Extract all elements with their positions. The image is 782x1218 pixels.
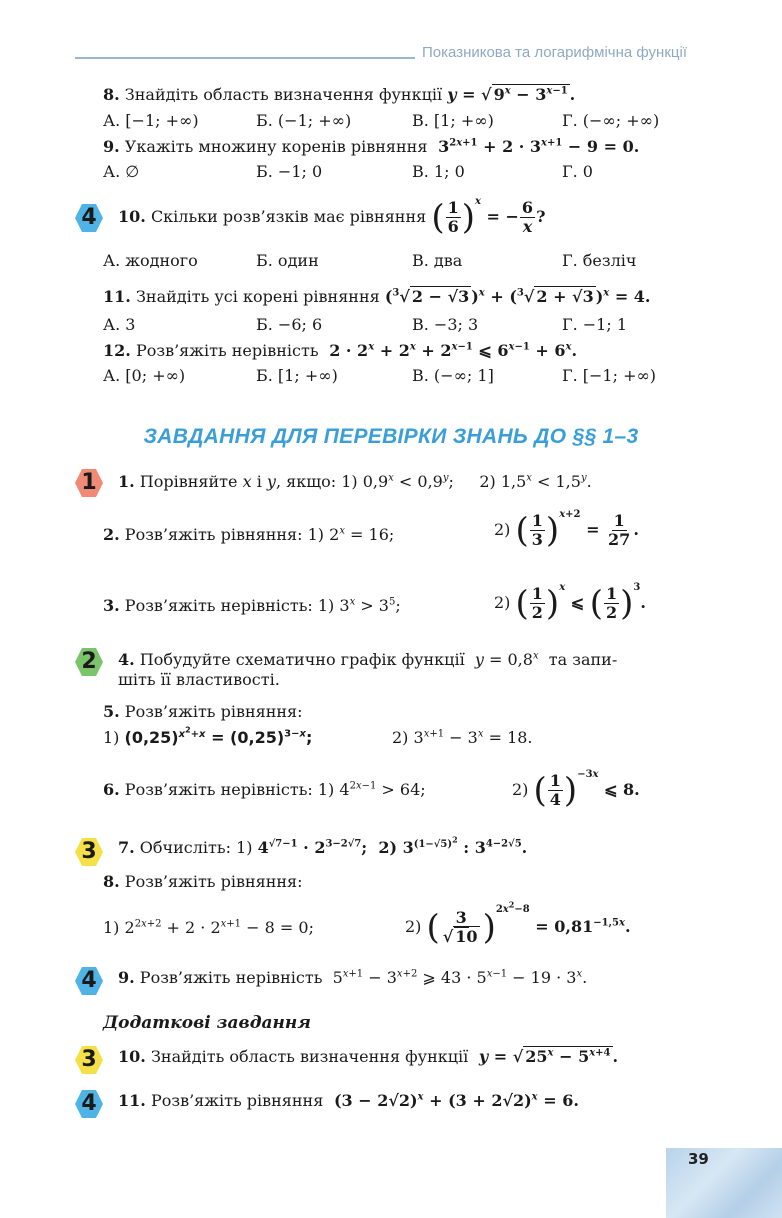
header-rule: [75, 57, 415, 59]
question-10: [118, 195, 545, 239]
q10-option-d: Г. безліч: [562, 251, 637, 270]
task-6: 6. Розв’яжіть нерівність: 1) $4^{2x-1} > 64$;: [103, 780, 426, 799]
t6-eq1: > 64;: [376, 780, 426, 799]
q10-formula: ( $\frac{1}{6}$ )$^x$ = − $\frac{6}{x}$ ?: [431, 196, 546, 238]
t9-number: 9.: [118, 968, 135, 987]
t7-text: Обчисліть: 1): [139, 838, 253, 857]
task-9: 9. Розв’яжіть нерівність $5^{x+1} - 3^{x+2}$ ⩾ $43 \cdot 5^{x-1} - 19 \cdot 3^x$.: [118, 968, 588, 987]
q9-text: Укажіть множину коренів рівняння: [124, 137, 428, 156]
t3-part2: 2) ( $\frac{1}{2}$ )$^x$ ⩽ ( $\frac{1}{2}$ )$^3$.: [494, 582, 646, 624]
t1-number: 1.: [118, 472, 135, 491]
level-1-badge: 1: [75, 469, 103, 497]
t5-number: 5.: [103, 702, 120, 721]
q8-option-a: А. [−1; +∞): [103, 111, 199, 130]
t6-part2: 2) ( $\frac{1}{4}$ )$^{-3x}$ ⩽ 8.: [512, 769, 640, 811]
q11-formula: ($^3$√ 2 − √3 )$^x$ + ($^3$√ 2 + √3 )$^x$ = 4.: [384, 287, 651, 306]
extra-tasks-title: Додаткові завдання: [103, 1013, 311, 1033]
q9-option-d: Г. 0: [562, 162, 593, 181]
q11-text: Знайдіть усі корені рівняння: [135, 287, 380, 306]
t6-part2-label: 2): [512, 780, 529, 799]
t9-text: Розв’яжіть нерівність: [139, 968, 323, 987]
level-3-badge: 3: [75, 1046, 103, 1074]
question-11: [103, 287, 651, 307]
question-9: [103, 137, 639, 157]
q10-text: Скільки розв’язків має рівняння: [150, 207, 427, 226]
t7-number: 7.: [118, 838, 135, 857]
q12-formula: $2 \cdot 2^x + 2^x + 2^{x-1}$ ⩽ $6^{x-1} + 6^x$.: [323, 341, 578, 360]
t10-number: 10.: [118, 1047, 146, 1066]
t5-text: Розв’яжіть рівняння:: [124, 702, 303, 721]
t3-text: Розв’яжіть нерівність: 1) 3: [124, 596, 350, 615]
level-4-badge: 4: [75, 967, 103, 995]
t1-part2: 2) 1,5: [479, 472, 527, 491]
t5-part1: 1): [103, 728, 120, 747]
t3-part2-label: 2): [494, 593, 511, 612]
task-11: 11. Розв’яжіть рівняння $(3 - 2√2)^x + (3 + 2√2)^x = 6$.: [118, 1091, 579, 1110]
q8-option-b: Б. (−1; +∞): [256, 111, 352, 130]
level-2-badge: 2: [75, 648, 103, 676]
q11-option-b: Б. −6; 6: [256, 315, 323, 334]
t8-text: Розв’яжіть рівняння:: [124, 872, 303, 891]
t5-equations: 1) $(0,25)^{x^2+x} = (0,25)^{3-x}$;: [103, 725, 313, 747]
question-8: [103, 85, 575, 105]
q9-option-c: В. 1; 0: [412, 162, 465, 181]
q8-text: Знайдіть область визначення функції: [124, 85, 443, 104]
q12-option-d: Г. [−1; +∞): [562, 366, 657, 385]
q11-option-d: Г. −1; 1: [562, 315, 628, 334]
t8-part2: 2) ( $\frac{3}{√ 10}$ )$^{2x^2-8} = 0,81^{-1,5x}$.: [405, 899, 631, 948]
task-2: 2. Розв’яжіть рівняння: 1) $2^x = 16$;: [103, 525, 395, 544]
t6-number: 6.: [103, 780, 120, 799]
t4-text2: та запи-: [548, 650, 618, 669]
task-8: [103, 872, 303, 892]
t1-rest: якщо: 1) 0,9: [286, 472, 389, 491]
page-corner-decoration: [666, 1148, 782, 1218]
q8-option-d: Г. (−∞; +∞): [562, 111, 660, 130]
level-4-badge: 4: [75, 1090, 103, 1118]
q8-number: 8.: [103, 85, 120, 104]
q9-option-a: А. ∅: [103, 162, 140, 181]
q10-option-b: Б. один: [256, 251, 319, 270]
t2-part2: 2) ( $\frac{1}{3}$ )$^{x+2}$ = $\frac{1}{27}$ .: [494, 509, 639, 551]
t8-part1: 1) $2^{2x+2} + 2 \cdot 2^{x+1} - 8 = 0$;: [103, 918, 314, 937]
q10-number: 10.: [118, 207, 146, 226]
q12-text: Розв’яжіть нерівність: [135, 341, 319, 360]
t3-number: 3.: [103, 596, 120, 615]
question-12: [103, 341, 577, 361]
section-title: ЗАВДАННЯ ДЛЯ ПЕРЕВІРКИ ЗНАНЬ ДО §§ 1–3: [143, 425, 639, 448]
level-3-badge: 3: [75, 838, 103, 866]
t5-part2: 2) $3^{x+1} - 3^x = 18$.: [392, 728, 533, 747]
task-5: [103, 702, 303, 722]
q12-option-a: А. [0; +∞): [103, 366, 186, 385]
q10-option-c: В. два: [412, 251, 463, 270]
task-7: 7. Обчисліть: 1) $4^{√7-1} \cdot 2^{3-2√7}$; 2) $3^{(1-√5)^2}$ : $3^{4-2√5}$.: [118, 834, 528, 857]
task-3: 3. Розв’яжіть нерівність: 1) $3^x > 3^5$;: [103, 596, 401, 615]
page-number: 39: [688, 1150, 709, 1168]
q9-number: 9.: [103, 137, 120, 156]
q12-number: 12.: [103, 341, 131, 360]
t2-text: Розв’яжіть рівняння: 1) 2: [124, 525, 340, 544]
task-1: 1. Порівняйте x і y, якщо: 1) $0,9^x < 0,9^y$; 2) $1,5^x < 1,5^y$.: [118, 472, 592, 491]
q8-formula: y = √ $9^x - 3^{x-1}$ .: [447, 85, 576, 104]
t5-eq2: = 18.: [483, 728, 533, 747]
t8-part1-label: 1) 2: [103, 918, 135, 937]
t2-part2-label: 2): [494, 520, 511, 539]
t5-part2-label: 2) 3: [392, 728, 424, 747]
q10-option-a: А. жодного: [103, 251, 198, 270]
q11-number: 11.: [103, 287, 131, 306]
t4-text: Побудуйте схематично графік функції: [139, 650, 465, 669]
task-10: 10. Знайдіть область визначення функції y = √ $25^x - 5^{x+4}$ .: [118, 1047, 619, 1066]
t3-eq1: > 3: [355, 596, 389, 615]
running-header: Показникова та логарифмічна функції: [422, 44, 687, 61]
t2-eq1: = 16;: [344, 525, 395, 544]
q8-option-c: В. [1; +∞): [412, 111, 494, 130]
t10-text: Знайдіть область визначення функції: [150, 1047, 469, 1066]
level-4-badge: 4: [75, 204, 103, 232]
t4-line2: шіть її властивості.: [118, 670, 280, 689]
t2-number: 2.: [103, 525, 120, 544]
t4-number: 4.: [118, 650, 135, 669]
t6-text: Розв’яжіть нерівність: 1) 4: [124, 780, 350, 799]
t8-number: 8.: [103, 872, 120, 891]
t8-eq1: = 0;: [274, 918, 314, 937]
task-4: 4. Побудуйте схематично графік функції $y = 0,8^x$ та запи-: [118, 650, 618, 669]
q11-option-c: В. −3; 3: [412, 315, 479, 334]
t8-part2-label: 2): [405, 917, 422, 936]
q9-formula: $3^{2x+1} + 2 \cdot 3^{x+1} - 9 = 0$.: [432, 137, 640, 156]
t11-number: 11.: [118, 1091, 146, 1110]
q12-option-c: В. (−∞; 1]: [412, 366, 494, 385]
q12-option-b: Б. [1; +∞): [256, 366, 338, 385]
t1-text: Порівняйте: [139, 472, 238, 491]
q11-option-a: А. 3: [103, 315, 136, 334]
q9-option-b: Б. −1; 0: [256, 162, 323, 181]
t11-text: Розв’яжіть рівняння: [150, 1091, 324, 1110]
